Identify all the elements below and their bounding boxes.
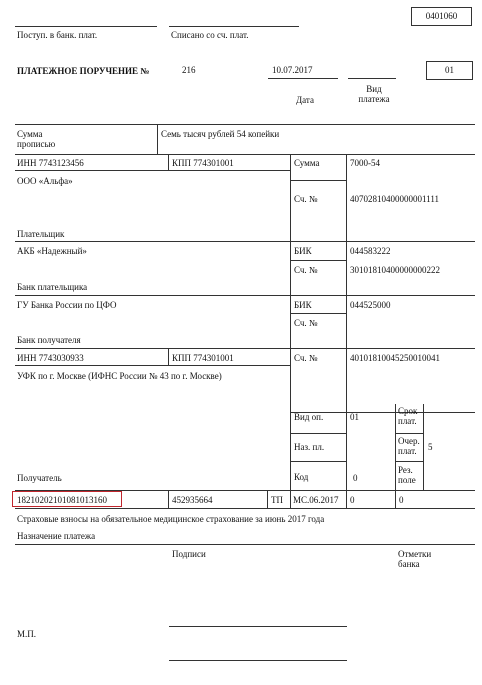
rule: [15, 544, 475, 545]
received-date-line: [15, 26, 157, 27]
reserve-label: Рез. поле: [398, 465, 416, 486]
payment-purpose-text: Страховые взносы на обязательное медицинское страхование за июнь 2017 года: [17, 514, 325, 524]
stamp-label: М.П.: [17, 629, 37, 639]
payment-type-line: [348, 78, 396, 79]
signatures-label: Подписи: [172, 549, 206, 559]
signature-line-2: [169, 660, 347, 661]
payer-bank-bik-label: БИК: [294, 246, 312, 256]
payee-account-label: Сч. №: [294, 353, 318, 363]
rule: [168, 348, 169, 365]
rule: [290, 461, 346, 462]
doc-date-value: 0: [399, 495, 404, 505]
oktmo-value: 452935664: [172, 495, 213, 505]
payee-bank-name: ГУ Банка России по ЦФО: [17, 300, 117, 310]
payer-kpp: КПП 774301001: [172, 158, 234, 168]
order-title: ПЛАТЕЖНОЕ ПОРУЧЕНИЕ №: [17, 66, 150, 76]
period-value: МС.06.2017: [293, 495, 339, 505]
rule: [267, 490, 268, 508]
rule: [395, 461, 423, 462]
payer-name: ООО «Альфа»: [17, 176, 73, 186]
kbk-highlight: [12, 491, 122, 507]
op-type-label: Вид оп.: [294, 412, 324, 422]
rule: [290, 412, 291, 490]
kbk-value: 18210202101081013160: [17, 495, 107, 505]
rule: [395, 490, 396, 508]
rule: [423, 404, 424, 490]
rule: [15, 295, 475, 296]
rule: [395, 404, 396, 490]
payer-bank-account-label: Сч. №: [294, 265, 318, 275]
payer-bank-label: Банк плательщика: [17, 282, 88, 292]
order-date: 10.07.2017: [272, 65, 313, 75]
rule: [168, 490, 169, 508]
received-label: Поступ. в банк. плат.: [17, 30, 98, 40]
rule: [290, 154, 291, 412]
bank-marks-label: Отметки банка: [398, 549, 432, 570]
amount-words-value: Семь тысяч рублей 54 копейки: [161, 129, 280, 139]
payment-purpose-label: Назначение платежа: [17, 531, 96, 541]
rule: [15, 241, 475, 242]
queue-value: 5: [428, 442, 433, 452]
status-code: 01: [445, 65, 454, 75]
rule: [290, 433, 346, 434]
payer-bank-name: АКБ «Надежный»: [17, 246, 87, 256]
payee-bank-bik: 044525000: [350, 300, 391, 310]
rule: [290, 260, 346, 261]
purpose-code-label: Наз. пл.: [294, 442, 325, 452]
date-line: [268, 78, 338, 79]
code-value: 0: [353, 473, 358, 483]
payee-label: Получатель: [17, 473, 62, 483]
payer-bank-account: 30101810400000000222: [350, 265, 440, 275]
rule: [157, 124, 158, 154]
rule: [346, 154, 347, 412]
form-code: 0401060: [425, 11, 458, 21]
debited-date-line: [169, 26, 299, 27]
payer-amount-label: Сумма: [294, 158, 320, 168]
rule: [290, 180, 346, 181]
term-label: Срок плат.: [398, 406, 418, 427]
payee-inn: ИНН 7743030933: [17, 353, 84, 363]
signature-line-1: [169, 626, 347, 627]
rule: [346, 412, 347, 490]
payer-label: Плательщик: [17, 229, 65, 239]
op-type: 01: [350, 412, 359, 422]
payer-account-label: Сч. №: [294, 194, 318, 204]
rule: [168, 154, 169, 170]
rule: [15, 508, 475, 509]
payer-bank-bik: 044583222: [350, 246, 391, 256]
rule: [290, 490, 291, 508]
payee-bank-account-label: Сч. №: [294, 318, 318, 328]
payer-account: 40702810400000001111: [350, 194, 439, 204]
date-label: Дата: [296, 95, 314, 105]
rule: [346, 490, 347, 508]
debited-label: Списано со сч. плат.: [171, 30, 249, 40]
rule: [395, 433, 423, 434]
order-number: 216: [182, 65, 196, 75]
payee-bank-bik-label: БИК: [294, 300, 312, 310]
rule: [15, 365, 290, 366]
rule: [15, 154, 475, 155]
payer-amount: 7000-54: [350, 158, 380, 168]
rule: [15, 170, 290, 171]
basis-value: ТП: [271, 495, 283, 505]
doc-number-value: 0: [350, 495, 355, 505]
payment-type-label: Вид платежа: [358, 84, 390, 105]
payee-account: 40101810045250010041: [350, 353, 440, 363]
rule: [15, 124, 475, 125]
rule: [15, 348, 475, 349]
payer-inn: ИНН 7743123456: [17, 158, 84, 168]
amount-words-label: Сумма прописью: [17, 129, 56, 150]
payee-kpp: КПП 774301001: [172, 353, 234, 363]
queue-label: Очер. плат.: [398, 436, 420, 457]
code-label: Код: [294, 472, 309, 482]
rule: [290, 313, 346, 314]
payee-bank-label: Банк получателя: [17, 335, 81, 345]
payee-name: УФК по г. Москве (ИФНС России № 43 по г. Москве): [17, 371, 222, 381]
